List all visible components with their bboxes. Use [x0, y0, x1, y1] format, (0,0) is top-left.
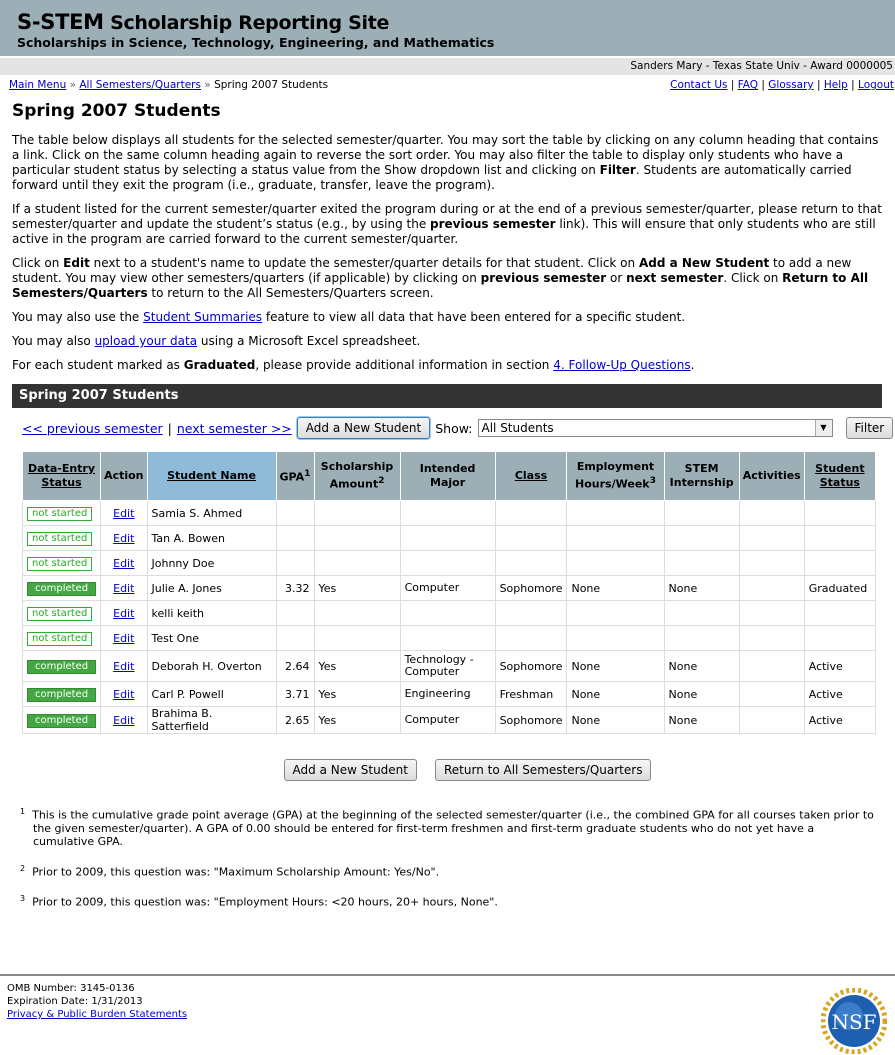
contact-us-link[interactable]: Contact Us: [670, 79, 728, 91]
cell-internship: None: [664, 707, 739, 734]
edit-link[interactable]: Edit: [113, 687, 135, 701]
cell-student_status: [804, 601, 875, 626]
cell-gpa: 2.64: [276, 651, 314, 682]
cell-major: Technology - Computer: [400, 651, 495, 682]
cell-internship: [664, 626, 739, 651]
cell-student_status: Graduated: [804, 576, 875, 601]
cell-internship: [664, 526, 739, 551]
edit-link[interactable]: Edit: [113, 581, 135, 595]
col-intended-major: Intended Major: [400, 452, 495, 501]
show-filter-select[interactable]: All Students ▼: [478, 419, 833, 437]
cell-hours: None: [567, 707, 664, 734]
cell-activities: [739, 526, 804, 551]
help-link[interactable]: Help: [823, 79, 848, 91]
cell-activities: [739, 601, 804, 626]
cell-gpa: 3.32: [276, 576, 314, 601]
cell-gpa: [276, 626, 314, 651]
status-badge: not started: [27, 557, 92, 571]
student-name: Test One: [147, 626, 276, 651]
cell-internship: [664, 551, 739, 576]
cell-class: Sophomore: [495, 707, 567, 734]
edit-link[interactable]: Edit: [113, 556, 135, 570]
cell-gpa: [276, 601, 314, 626]
filter-button[interactable]: Filter: [846, 417, 894, 439]
next-semester-link[interactable]: next semester >>: [176, 420, 292, 436]
student-name: Samia S. Ahmed: [147, 501, 276, 526]
cell-internship: [664, 501, 739, 526]
cell-hours: None: [567, 651, 664, 682]
cell-gpa: [276, 551, 314, 576]
cell-internship: None: [664, 576, 739, 601]
section-header: Spring 2007 Students: [12, 384, 882, 408]
cell-amount: [314, 601, 400, 626]
footnote: $^3$ Prior to 2009, this question was: "Employment Hours: <20 hours, 20+ hours, None".: [20, 894, 498, 909]
cell-class: Sophomore: [495, 651, 567, 682]
omb-number: OMB Number: 3145-0136: [7, 983, 135, 994]
table-row: [23, 551, 876, 576]
sort-student-status[interactable]: Student Status: [815, 462, 865, 489]
cell-activities: [739, 576, 804, 601]
sort-class[interactable]: Class: [514, 469, 548, 482]
student-name: Deborah H. Overton: [147, 651, 276, 682]
page-footer: [0, 974, 895, 1034]
instructions: The table below displays all students for the selected semester/quarter. You may sort the table by clicking on any column heading that contains a link. Click on the same column heading again to reverse the sort order. You may also filter the table to display only students who have a particular student status by selecting a status value from the Show dropdown list and clicking on Filter. Students are automatically carried forward until they exit the program (i.e., graduate, transfer, leave the program). If a student listed for the current semester/quarter exited the program during or at the end of a previous semester/quarter, please return to that semester/quarter and update the student’s status (e.g., by using the previous semester link). This will ensure that only students who are still active in the program are carried forward to the current semester/quarter. Click on Edit next to a student's name to update the semester/quarter details for that student. Click on Add a New Student to add a new student. You may view other semesters/quarters (if applicable) by clicking on previous semester or next semester. Click on Return to All Semesters/Quarters to return to the All Semesters/Quarters screen. You may also use the Student Summaries feature to view all data that have been entered for a specific student. You may also upload your data using a Microsoft Excel spreadsheet. For each student marked as Graduated, please provide additional information in section 4. Follow-Up Questions.: [12, 133, 882, 372]
cell-student_status: [804, 551, 875, 576]
previous-semester-link[interactable]: << previous semester: [22, 420, 163, 436]
footnotes: [20, 805, 877, 909]
cell-activities: [739, 707, 804, 734]
privacy-link[interactable]: Privacy & Public Burden Statements: [7, 1009, 188, 1020]
expiration-date: Expiration Date: 1/31/2013: [7, 996, 143, 1007]
cell-gpa: 3.71: [276, 682, 314, 707]
table-row: [23, 682, 876, 707]
student-name: Julie A. Jones: [147, 576, 276, 601]
cell-student_status: Active: [804, 682, 875, 707]
edit-link[interactable]: Edit: [113, 531, 135, 545]
cell-major: [400, 601, 495, 626]
cell-amount: [314, 551, 400, 576]
student-summaries-link[interactable]: Student Summaries: [143, 310, 263, 324]
cell-hours: [567, 526, 664, 551]
cell-hours: [567, 601, 664, 626]
add-new-student-button[interactable]: Add a New Student: [297, 417, 430, 439]
col-scholarship-amount: Scholarship Amount$^2$: [314, 452, 400, 501]
add-new-student-bottom-button[interactable]: Add a New Student: [284, 759, 417, 781]
cell-major: Computer: [400, 707, 495, 734]
cell-class: [495, 626, 567, 651]
cell-amount: Yes: [314, 651, 400, 682]
cell-amount: Yes: [314, 707, 400, 734]
cell-activities: [739, 626, 804, 651]
return-all-semesters-button[interactable]: Return to All Semesters/Quarters: [435, 759, 651, 781]
cell-major: Computer: [400, 576, 495, 601]
svg-text:NSF: NSF: [831, 1010, 877, 1034]
cell-class: Freshman: [495, 682, 567, 707]
cell-amount: Yes: [314, 682, 400, 707]
status-badge: completed: [27, 660, 96, 674]
cell-gpa: [276, 526, 314, 551]
table-row: [23, 626, 876, 651]
col-gpa: GPA$^1$: [276, 452, 314, 501]
students-table: [22, 451, 876, 734]
cell-major: [400, 551, 495, 576]
edit-link[interactable]: Edit: [113, 606, 135, 620]
cell-class: [495, 501, 567, 526]
site-subtitle: Scholarships in Science, Technology, Engineering, and Mathematics: [17, 35, 495, 50]
status-badge: completed: [27, 688, 96, 702]
cell-hours: [567, 551, 664, 576]
student-name: kelli keith: [147, 601, 276, 626]
table-row: [23, 707, 876, 734]
upload-data-link[interactable]: upload your data: [94, 334, 198, 348]
follow-up-questions-link[interactable]: 4. Follow-Up Questions: [553, 358, 691, 372]
cell-gpa: 2.65: [276, 707, 314, 734]
nsf-logo-icon: [821, 988, 887, 1054]
breadcrumb-main-menu[interactable]: Main Menu: [9, 79, 67, 91]
cell-class: [495, 601, 567, 626]
table-row: [23, 576, 876, 601]
breadcrumb-current: Spring 2007 Students: [214, 79, 329, 91]
status-badge: completed: [27, 714, 96, 728]
cell-activities: [739, 501, 804, 526]
status-badge: not started: [27, 507, 92, 521]
table-row: [23, 526, 876, 551]
status-badge: not started: [27, 632, 92, 646]
col-stem-internship: STEM Internship: [664, 452, 739, 501]
student-name: Carl P. Powell: [147, 682, 276, 707]
page-title: Spring 2007 Students: [12, 101, 221, 121]
edit-link[interactable]: Edit: [113, 713, 135, 727]
col-action: Action: [101, 452, 147, 501]
status-badge: not started: [27, 532, 92, 546]
table-row: [23, 651, 876, 682]
site-header: [0, 0, 895, 58]
sort-student-name[interactable]: Student Name: [167, 469, 256, 482]
faq-link[interactable]: FAQ: [737, 79, 759, 91]
chevron-down-icon: ▼: [815, 420, 832, 436]
cell-activities: [739, 651, 804, 682]
cell-hours: None: [567, 682, 664, 707]
status-badge: not started: [27, 607, 92, 621]
cell-student_status: Active: [804, 651, 875, 682]
site-title: S-STEM Scholarship Reporting Site: [17, 10, 390, 34]
cell-amount: [314, 501, 400, 526]
cell-hours: [567, 626, 664, 651]
edit-link[interactable]: Edit: [113, 631, 135, 645]
cell-student_status: [804, 526, 875, 551]
cell-class: [495, 526, 567, 551]
cell-class: [495, 551, 567, 576]
cell-activities: [739, 682, 804, 707]
cell-student_status: [804, 626, 875, 651]
logout-link[interactable]: Logout: [858, 79, 894, 91]
glossary-link[interactable]: Glossary: [768, 79, 814, 91]
cell-activities: [739, 551, 804, 576]
user-info: Sanders Mary - Texas State Univ - Award 0000005: [0, 58, 895, 75]
cell-internship: [664, 601, 739, 626]
breadcrumb: Main Menu » All Semesters/Quarters » Spring 2007 Students: [9, 79, 329, 91]
cell-student_status: [804, 501, 875, 526]
cell-hours: [567, 501, 664, 526]
cell-student_status: Active: [804, 707, 875, 734]
cell-amount: Yes: [314, 576, 400, 601]
student-name: Brahima B. Satterfield: [147, 707, 276, 734]
table-row: [23, 501, 876, 526]
cell-major: Engineering: [400, 682, 495, 707]
cell-hours: None: [567, 576, 664, 601]
col-employment-hours: Employment Hours/Week$^3$: [567, 452, 664, 501]
cell-gpa: [276, 501, 314, 526]
cell-major: [400, 626, 495, 651]
top-links: Contact Us | FAQ | Glossary | Help | Logout: [670, 79, 894, 91]
edit-link[interactable]: Edit: [113, 659, 135, 673]
show-label: Show:: [435, 420, 473, 436]
cell-major: [400, 501, 495, 526]
cell-internship: None: [664, 651, 739, 682]
cell-amount: [314, 526, 400, 551]
table-row: [23, 601, 876, 626]
student-name: Tan A. Bowen: [147, 526, 276, 551]
cell-internship: None: [664, 682, 739, 707]
footnote: $^1$ This is the cumulative grade point average (GPA) at the beginning of the selected semester/quarter (i.e., the combined GPA for all courses taken prior to the given semester/quarter). A GPA of 0.00 should be entered for first-term freshmen and first-term graduate students who do not yet have a cumulative GPA.: [20, 807, 874, 848]
edit-link[interactable]: Edit: [113, 506, 135, 520]
student-name: Johnny Doe: [147, 551, 276, 576]
col-activities: Activities: [739, 452, 804, 501]
breadcrumb-all-semesters[interactable]: All Semesters/Quarters: [79, 79, 201, 91]
footnote: $^2$ Prior to 2009, this question was: "Maximum Scholarship Amount: Yes/No".: [20, 863, 440, 879]
sort-data-entry-status[interactable]: Data-Entry Status: [28, 462, 96, 489]
cell-class: Sophomore: [495, 576, 567, 601]
cell-major: [400, 526, 495, 551]
status-badge: completed: [27, 582, 96, 596]
cell-amount: [314, 626, 400, 651]
